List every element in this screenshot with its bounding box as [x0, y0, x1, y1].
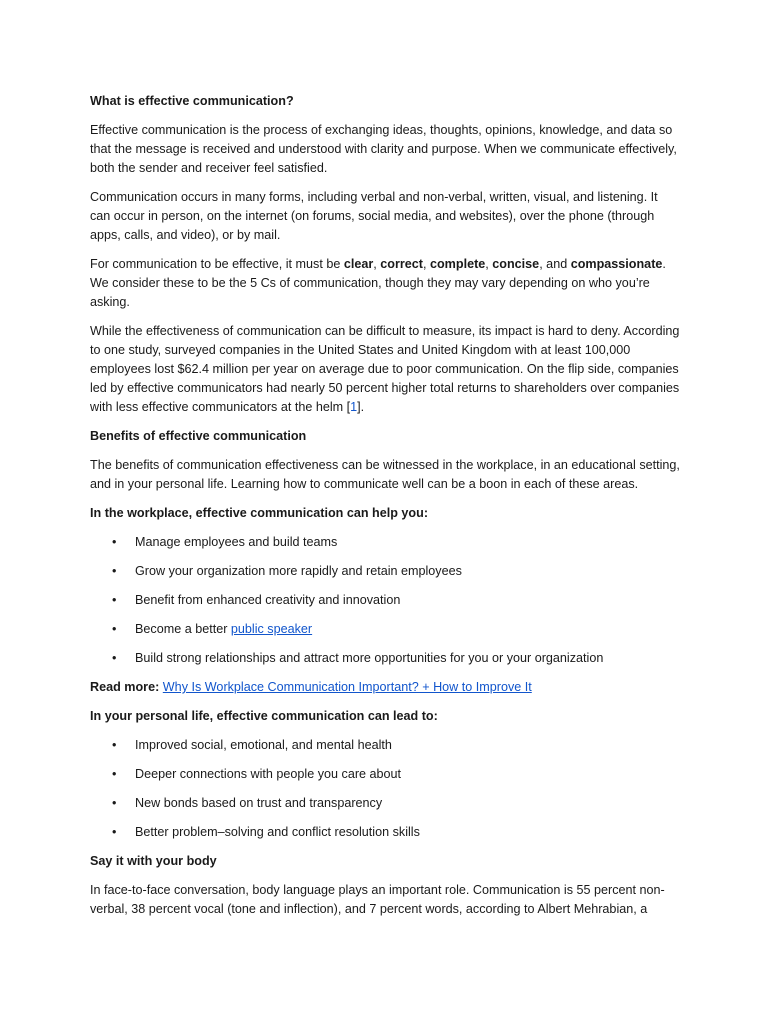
text-run: ,: [422, 257, 430, 271]
bullet-icon: •: [112, 564, 117, 578]
list-item: [90, 591, 680, 610]
text-run: ,: [485, 257, 493, 271]
text-run: .: [360, 400, 365, 414]
list-item-text: Grow your organization more rapidly and retain employees: [135, 564, 462, 578]
text-run: ,: [373, 257, 381, 271]
list-item: [90, 736, 680, 755]
list-item-text: New bonds based on trust and transparency: [135, 796, 383, 810]
section-heading-body-language: Say it with your body: [90, 854, 217, 868]
read-more-label: Read more:: [90, 680, 163, 694]
list-item: [90, 620, 680, 639]
read-more-line: [90, 678, 680, 697]
list-item-text: Deeper connections with people you care about: [135, 767, 402, 781]
reference-link-1[interactable]: 1: [350, 400, 358, 414]
paragraph-body-language: In face-to-face conversation, body language plays an important role. Communication is 55 percent non-verbal, 38 percent vocal (tone and inflection), and 7 percent words, according to Albert Mehrabian, a: [90, 883, 665, 916]
bullet-icon: •: [112, 796, 117, 810]
ref-bracket-close: ]: [357, 400, 361, 414]
bullet-icon: •: [112, 535, 117, 549]
list-item: [90, 765, 680, 784]
bullet-icon: •: [112, 622, 117, 636]
bullet-icon: •: [112, 825, 117, 839]
bold-concise: concise: [492, 257, 540, 271]
list-item-text: Improved social, emotional, and mental health: [135, 738, 392, 752]
bold-complete: complete: [429, 257, 486, 271]
bullet-icon: •: [112, 767, 117, 781]
text-run: . We consider these to be the 5 Cs of communication, though they may vary depending on who you’re asking.: [90, 257, 666, 309]
list-item: [90, 794, 680, 813]
text-run: For communication to be effective, it must be: [90, 257, 344, 271]
document-page: [90, 92, 680, 929]
subheading-workplace: In the workplace, effective communication can help you:: [90, 506, 429, 520]
list-item-text: Become a better: [135, 622, 231, 636]
list-item-text: Build strong relationships and attract more opportunities for you or your organization: [135, 651, 604, 665]
list-item-text: Benefit from enhanced creativity and innovation: [135, 593, 401, 607]
list-item: [90, 533, 680, 552]
paragraph-benefits-intro: The benefits of communication effectiveness can be witnessed in the workplace, in an educational setting, and in your personal life. Learning how to communicate well can be a boon in each of these areas.: [90, 458, 680, 491]
workplace-benefits-list: [90, 533, 680, 668]
bold-clear: clear: [343, 257, 374, 271]
bullet-icon: •: [112, 593, 117, 607]
paragraph-definition: Effective communication is the process of exchanging ideas, thoughts, opinions, knowledge, and data so that the message is received and understood with clarity and purpose. When we communicate effectively, both the sender and receiver feel satisfied.: [90, 123, 677, 175]
text-run: While the effectiveness of communication can be difficult to measure, its impact is hard to deny. According to one study, surveyed companies in the United States and United Kingdom with at least 100,000 employees lost $62.4 million per year on average due to poor communication. On the flip side, companies led by effective communicators had nearly 50 percent higher total returns to shareholders over companies with less effective communicators at the helm: [90, 324, 680, 414]
subheading-personal: In your personal life, effective communication can lead to:: [90, 709, 438, 723]
section-heading-what-is: What is effective communication?: [90, 94, 294, 108]
paragraph-impact: [90, 322, 680, 417]
list-item-text: Manage employees and build teams: [135, 535, 338, 549]
section-heading-benefits: Benefits of effective communication: [90, 429, 307, 443]
bold-compassionate: compassionate: [570, 257, 663, 271]
personal-benefits-list: [90, 736, 680, 842]
read-more-link[interactable]: Why Is Workplace Communication Important? + How to Improve It: [162, 680, 532, 694]
list-item-text: Better problem–solving and conflict resolution skills: [135, 825, 420, 839]
list-item: [90, 823, 680, 842]
paragraph-five-cs: [90, 255, 680, 312]
list-item: [90, 562, 680, 581]
ref-bracket-open: [: [346, 400, 351, 414]
text-run: , and: [539, 257, 571, 271]
list-item: [90, 649, 680, 668]
bullet-icon: •: [112, 738, 117, 752]
public-speaker-link[interactable]: public speaker: [230, 622, 313, 636]
paragraph-forms: Communication occurs in many forms, including verbal and non-verbal, written, visual, and listening. It can occur in person, on the internet (on forums, social media, and websites), over the phone (through apps, calls, and video), or by mail.: [90, 190, 658, 242]
bullet-icon: •: [112, 651, 117, 665]
bold-correct: correct: [380, 257, 423, 271]
